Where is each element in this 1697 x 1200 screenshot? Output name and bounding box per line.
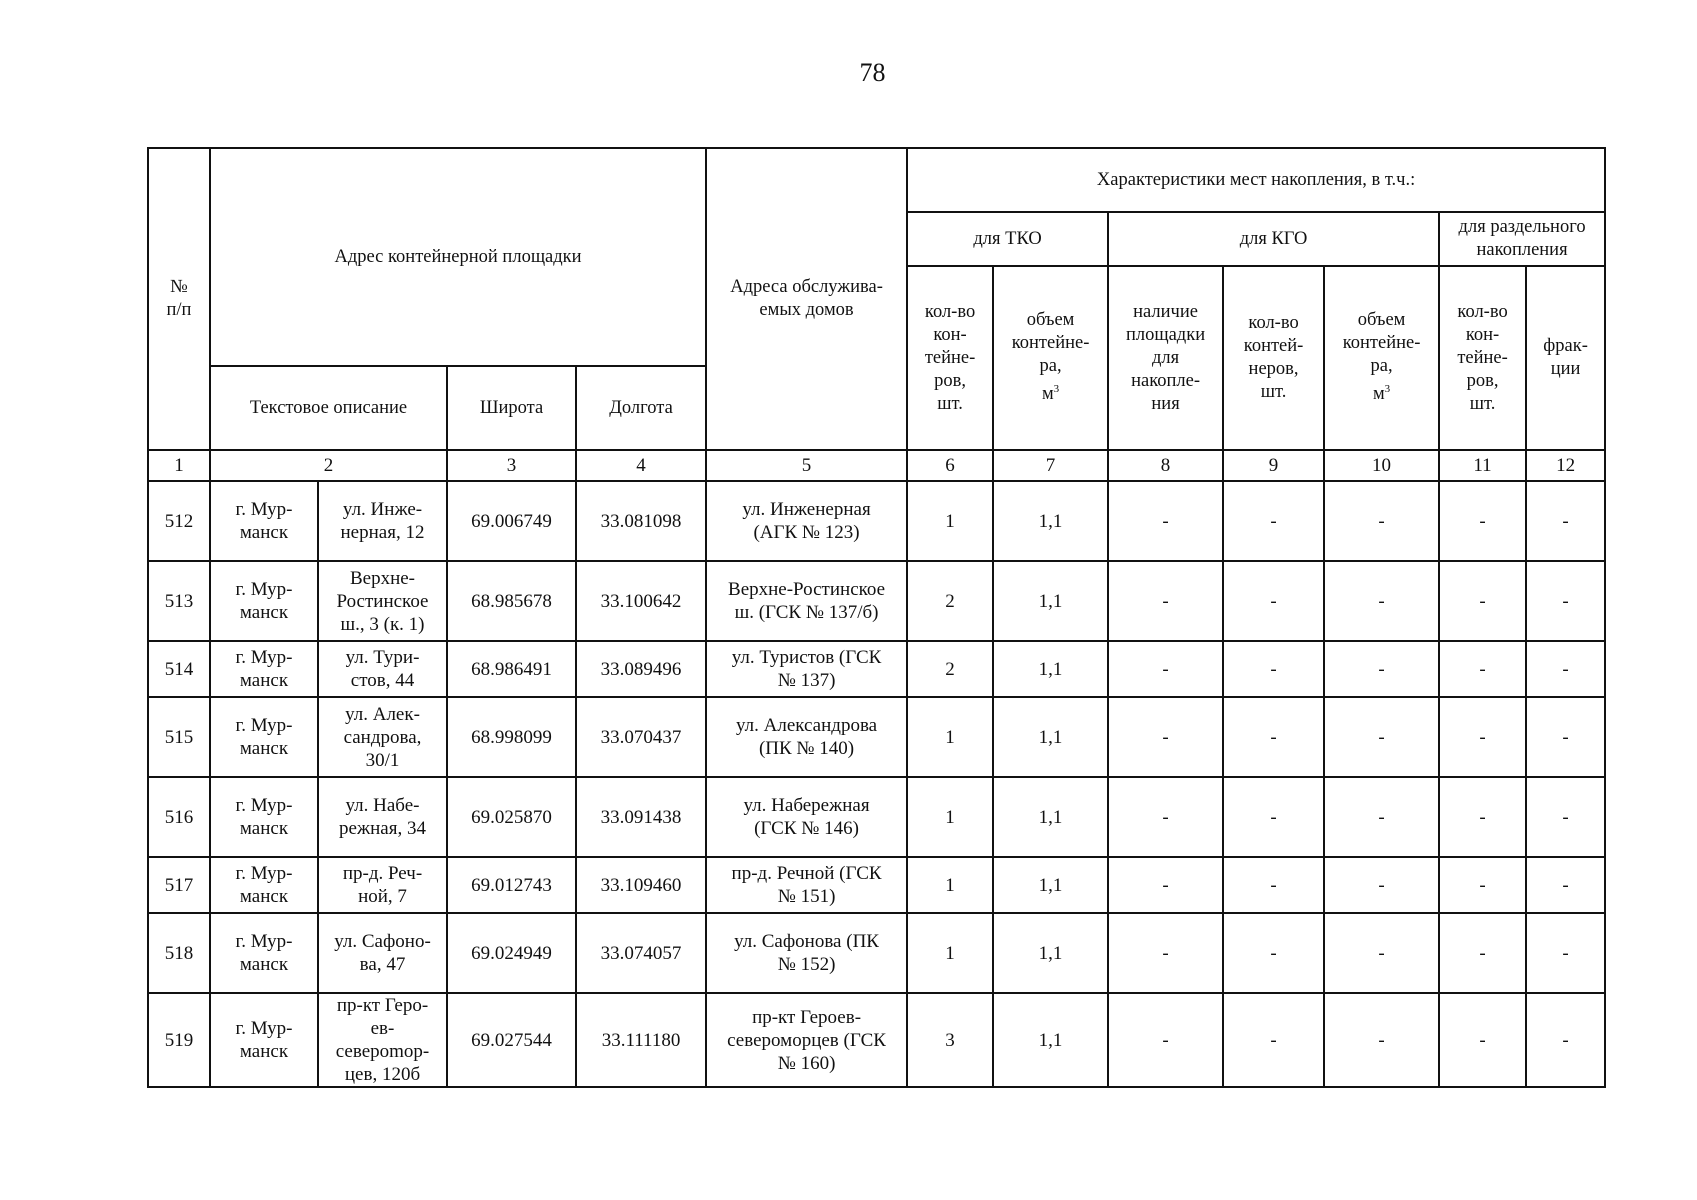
served-houses-cell: ул. Александрова (ПК № 140) [706, 697, 907, 777]
city-cell: г. Мур- манск [210, 561, 318, 641]
separate-fractions-cell: - [1526, 777, 1605, 857]
served-houses-cell: ул. Сафонова (ПК № 152) [706, 913, 907, 993]
separate-fractions-cell: - [1526, 641, 1605, 697]
street-cell: ул. Сафоно- ва, 47 [318, 913, 447, 993]
separate-count-cell: - [1439, 913, 1526, 993]
header-tko-count: кол-во кон- тейне- ров, шт. [907, 266, 993, 450]
city-cell: г. Мур- манск [210, 777, 318, 857]
kgo-site-cell: - [1108, 641, 1223, 697]
separate-fractions-cell: - [1526, 857, 1605, 913]
kgo-volume-cell: - [1324, 993, 1439, 1087]
header-row-number: № п/п [148, 148, 210, 450]
table-row [148, 993, 1605, 1087]
row-number: 519 [148, 993, 210, 1087]
city-cell: г. Мур- манск [210, 641, 318, 697]
kgo-volume-cell: - [1324, 777, 1439, 857]
city-cell: г. Мур- манск [210, 913, 318, 993]
street-cell: Верхне- Ростинское ш., 3 (к. 1) [318, 561, 447, 641]
row-number: 516 [148, 777, 210, 857]
kgo-site-cell: - [1108, 777, 1223, 857]
served-houses-cell: пр-кт Героев- североморцев (ГСК № 160) [706, 993, 907, 1087]
tko-count-cell: 1 [907, 777, 993, 857]
kgo-site-cell: - [1108, 857, 1223, 913]
column-number: 10 [1324, 450, 1439, 481]
kgo-site-cell: - [1108, 697, 1223, 777]
street-cell: ул. Алек- сандрова, 30/1 [318, 697, 447, 777]
header-served-houses: Адреса обслужива- емых домов [706, 148, 907, 450]
separate-count-cell: - [1439, 481, 1526, 561]
kgo-count-cell: - [1223, 857, 1324, 913]
kgo-site-cell: - [1108, 561, 1223, 641]
kgo-volume-cell: - [1324, 697, 1439, 777]
header-kgo-volume: объем контейне- ра, $м^3$ [1324, 266, 1439, 450]
table-row [148, 913, 1605, 993]
city-cell: г. Мур- манск [210, 481, 318, 561]
tko-volume-cell: 1,1 [993, 697, 1108, 777]
column-number: 9 [1223, 450, 1324, 481]
header-longitude: Долгота [576, 366, 706, 450]
street-cell: ул. Инже- нерная, 12 [318, 481, 447, 561]
longitude-cell: 33.081098 [576, 481, 706, 561]
street-cell: ул. Тури- стов, 44 [318, 641, 447, 697]
tko-volume-cell: 1,1 [993, 993, 1108, 1087]
row-number: 518 [148, 913, 210, 993]
header-text-description: Текстовое описание [210, 366, 447, 450]
header-latitude: Широта [447, 366, 576, 450]
tko-count-cell: 1 [907, 913, 993, 993]
kgo-volume-cell: - [1324, 857, 1439, 913]
header-kgo-count: кол-во контей- неров, шт. [1223, 266, 1324, 450]
kgo-site-cell: - [1108, 993, 1223, 1087]
tko-volume-cell: 1,1 [993, 561, 1108, 641]
longitude-cell: 33.089496 [576, 641, 706, 697]
latitude-cell: 69.025870 [447, 777, 576, 857]
city-cell: г. Мур- манск [210, 697, 318, 777]
latitude-cell: 69.012743 [447, 857, 576, 913]
separate-fractions-cell: - [1526, 697, 1605, 777]
street-cell: ул. Набе- режная, 34 [318, 777, 447, 857]
served-houses-cell: ул. Набережная (ГСК № 146) [706, 777, 907, 857]
separate-count-cell: - [1439, 993, 1526, 1087]
latitude-cell: 69.024949 [447, 913, 576, 993]
table-row [148, 777, 1605, 857]
header-kgo-site: наличие площадки для накопле- ния [1108, 266, 1223, 450]
header-separate-count: кол-во кон- тейне- ров, шт. [1439, 266, 1526, 450]
kgo-volume-cell: - [1324, 641, 1439, 697]
tko-volume-cell: 1,1 [993, 913, 1108, 993]
column-number: 1 [148, 450, 210, 481]
tko-volume-cell: 1,1 [993, 777, 1108, 857]
header-tko: для ТКО [907, 212, 1108, 266]
kgo-site-cell: - [1108, 481, 1223, 561]
header-kgo: для КГО [1108, 212, 1439, 266]
kgo-volume-cell: - [1324, 481, 1439, 561]
column-number: 4 [576, 450, 706, 481]
header-separate-fractions: фрак- ции [1526, 266, 1605, 450]
header-characteristics: Характеристики мест накопления, в т.ч.: [907, 148, 1605, 212]
kgo-count-cell: - [1223, 481, 1324, 561]
column-number: 11 [1439, 450, 1526, 481]
table-row [148, 697, 1605, 777]
served-houses-cell: Верхне-Ростинское ш. (ГСК № 137/б) [706, 561, 907, 641]
longitude-cell: 33.091438 [576, 777, 706, 857]
column-number: 7 [993, 450, 1108, 481]
column-number: 2 [210, 450, 447, 481]
tko-count-cell: 2 [907, 561, 993, 641]
city-cell: г. Мур- манск [210, 993, 318, 1087]
served-houses-cell: ул. Инженерная (АГК № 123) [706, 481, 907, 561]
kgo-site-cell: - [1108, 913, 1223, 993]
longitude-cell: 33.074057 [576, 913, 706, 993]
kgo-count-cell: - [1223, 641, 1324, 697]
table-header [148, 148, 1605, 481]
table-body [148, 481, 1605, 1087]
row-number: 515 [148, 697, 210, 777]
separate-count-cell: - [1439, 561, 1526, 641]
kgo-count-cell: - [1223, 913, 1324, 993]
header-tko-volume: объем контейне- ра, $м^3$ [993, 266, 1108, 450]
street-cell: пр-кт Геро- ев- североmор- цев, 120б [318, 993, 447, 1087]
separate-count-cell: - [1439, 857, 1526, 913]
row-number: 514 [148, 641, 210, 697]
table-row [148, 857, 1605, 913]
tko-volume-cell: 1,1 [993, 857, 1108, 913]
latitude-cell: 69.006749 [447, 481, 576, 561]
separate-fractions-cell: - [1526, 913, 1605, 993]
tko-count-cell: 1 [907, 857, 993, 913]
tko-count-cell: 1 [907, 697, 993, 777]
longitude-cell: 33.111180 [576, 993, 706, 1087]
container-sites-table [147, 147, 1606, 1088]
kgo-count-cell: - [1223, 697, 1324, 777]
tko-count-cell: 2 [907, 641, 993, 697]
table-row [148, 561, 1605, 641]
separate-count-cell: - [1439, 777, 1526, 857]
longitude-cell: 33.070437 [576, 697, 706, 777]
header-separate: для раздельного накопления [1439, 212, 1605, 266]
longitude-cell: 33.109460 [576, 857, 706, 913]
longitude-cell: 33.100642 [576, 561, 706, 641]
separate-count-cell: - [1439, 697, 1526, 777]
served-houses-cell: ул. Туристов (ГСК № 137) [706, 641, 907, 697]
column-numbers-row [148, 450, 1605, 481]
latitude-cell: 68.986491 [447, 641, 576, 697]
kgo-volume-cell: - [1324, 913, 1439, 993]
column-number: 6 [907, 450, 993, 481]
page-number: 78 [859, 58, 886, 87]
city-cell: г. Мур- манск [210, 857, 318, 913]
served-houses-cell: пр-д. Речной (ГСК № 151) [706, 857, 907, 913]
separate-fractions-cell: - [1526, 561, 1605, 641]
table-row [148, 641, 1605, 697]
kgo-count-cell: - [1223, 993, 1324, 1087]
column-number: 12 [1526, 450, 1605, 481]
header-container-site-address: Адрес контейнерной площадки [210, 148, 706, 366]
row-number: 517 [148, 857, 210, 913]
column-number: 5 [706, 450, 907, 481]
kgo-count-cell: - [1223, 561, 1324, 641]
row-number: 513 [148, 561, 210, 641]
column-number: 8 [1108, 450, 1223, 481]
tko-volume-cell: 1,1 [993, 481, 1108, 561]
tko-volume-cell: 1,1 [993, 641, 1108, 697]
row-number: 512 [148, 481, 210, 561]
latitude-cell: 69.027544 [447, 993, 576, 1087]
street-cell: пр-д. Реч- ной, 7 [318, 857, 447, 913]
tko-count-cell: 3 [907, 993, 993, 1087]
separate-fractions-cell: - [1526, 481, 1605, 561]
tko-count-cell: 1 [907, 481, 993, 561]
separate-count-cell: - [1439, 641, 1526, 697]
latitude-cell: 68.998099 [447, 697, 576, 777]
kgo-count-cell: - [1223, 777, 1324, 857]
latitude-cell: 68.985678 [447, 561, 576, 641]
kgo-volume-cell: - [1324, 561, 1439, 641]
table-row [148, 481, 1605, 561]
column-number: 3 [447, 450, 576, 481]
separate-fractions-cell: - [1526, 993, 1605, 1087]
